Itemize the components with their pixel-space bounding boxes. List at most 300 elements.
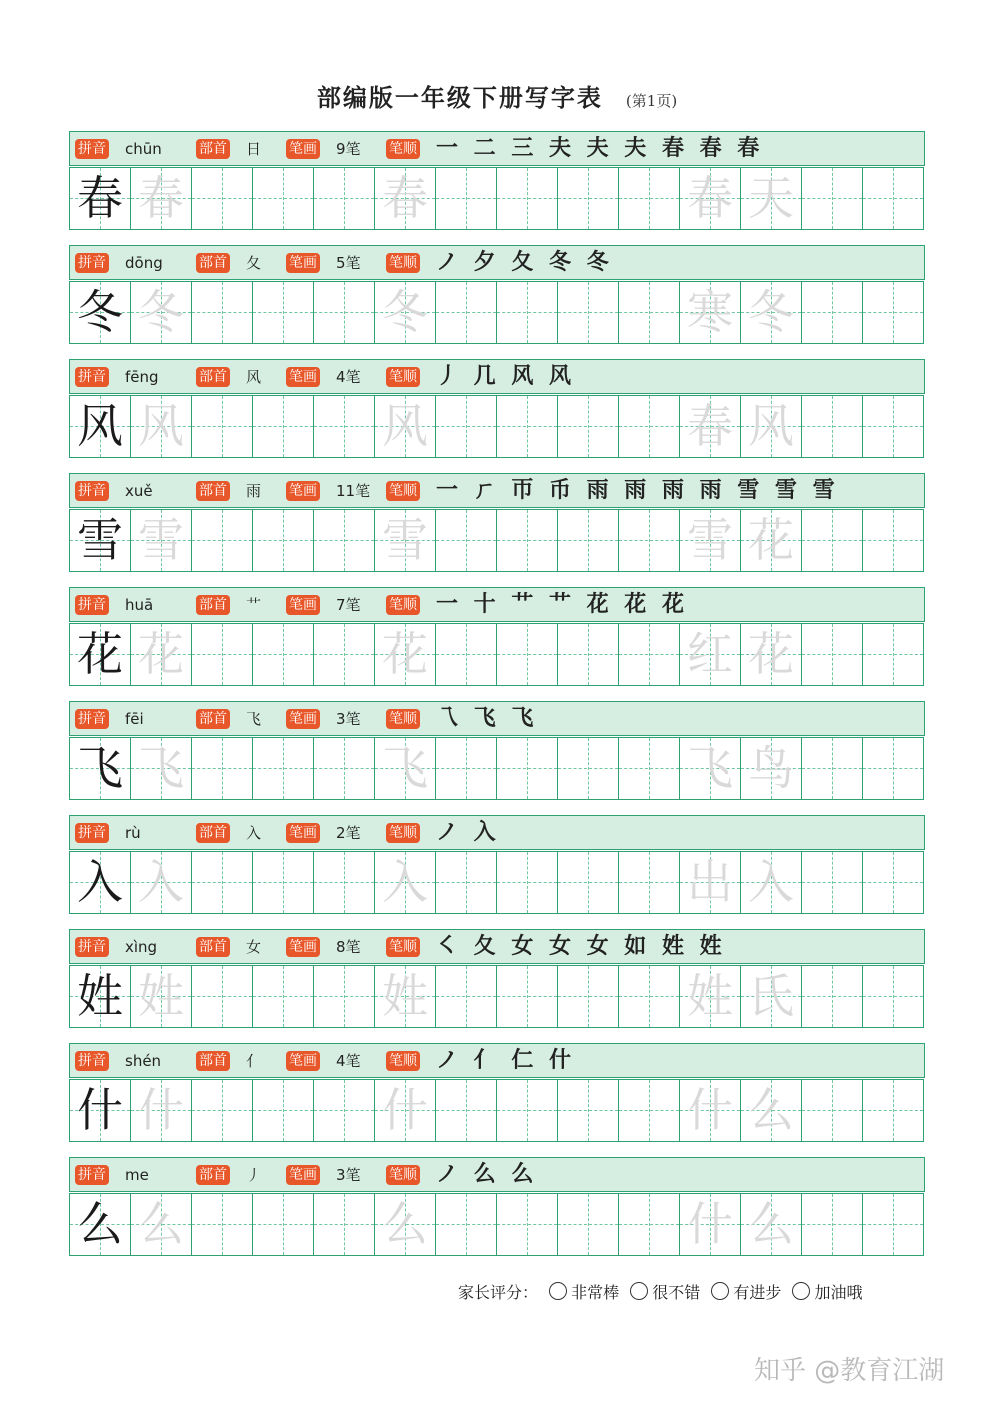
stroke-count-value: 11笔 xyxy=(336,482,371,500)
model-character: 飞 xyxy=(77,741,123,795)
grid-cell[interactable] xyxy=(70,168,131,229)
grid-cell[interactable] xyxy=(558,1194,619,1255)
grid-cell[interactable] xyxy=(680,282,741,343)
grid-cell[interactable] xyxy=(680,1194,741,1255)
grid-cell[interactable] xyxy=(558,510,619,571)
grid-cell[interactable] xyxy=(70,1194,131,1255)
grid-cell[interactable] xyxy=(131,966,192,1027)
pinyin-tag: 拼音 xyxy=(75,823,109,843)
trace-character: 飞 xyxy=(382,741,428,795)
grid-cell[interactable] xyxy=(619,1194,680,1255)
grid-cell[interactable] xyxy=(680,966,741,1027)
rating-radio-0[interactable] xyxy=(549,1282,567,1300)
stroke-count-tag: 笔画 xyxy=(286,481,320,501)
grid-cell[interactable] xyxy=(619,738,680,799)
model-character: 风 xyxy=(77,399,123,453)
stroke-count-value: 3笔 xyxy=(336,1166,361,1184)
grid-cell[interactable] xyxy=(131,738,192,799)
radical-value: 日 xyxy=(246,140,262,158)
grid-cell[interactable] xyxy=(314,966,375,1027)
grid-cell[interactable] xyxy=(192,396,253,457)
grid-cell[interactable] xyxy=(131,1080,192,1141)
grid-cell[interactable] xyxy=(680,624,741,685)
character-row xyxy=(69,929,925,1044)
grid-cell[interactable] xyxy=(375,1194,436,1255)
grid-cell[interactable] xyxy=(436,738,497,799)
trace-character: 春 xyxy=(382,171,428,225)
grid-cell[interactable] xyxy=(497,1080,558,1141)
rating-option-0: 非常棒 xyxy=(571,1283,620,1302)
grid-cell[interactable] xyxy=(802,510,863,571)
radical-value: 丿 xyxy=(246,1166,262,1184)
row-header xyxy=(69,245,925,280)
stroke-count-tag: 笔画 xyxy=(286,253,320,273)
trace-word-character: 氏 xyxy=(748,969,794,1023)
stroke-count-tag: 笔画 xyxy=(286,1165,320,1185)
grid-cell[interactable] xyxy=(802,966,863,1027)
trace-character: 姓 xyxy=(138,969,184,1023)
grid-cell[interactable] xyxy=(863,624,924,685)
trace-word-character: 什 xyxy=(687,1083,733,1137)
practice-grid xyxy=(69,509,924,572)
grid-cell[interactable] xyxy=(802,396,863,457)
grid-cell[interactable] xyxy=(680,852,741,913)
grid-cell[interactable] xyxy=(802,168,863,229)
grid-cell[interactable] xyxy=(558,1080,619,1141)
grid-cell[interactable] xyxy=(741,624,802,685)
grid-cell[interactable] xyxy=(253,168,314,229)
grid-cell[interactable] xyxy=(558,396,619,457)
stroke-count-tag: 笔画 xyxy=(286,709,320,729)
radical-tag: 部首 xyxy=(196,1165,230,1185)
practice-grid xyxy=(69,167,924,230)
grid-cell[interactable] xyxy=(497,624,558,685)
radical-tag: 部首 xyxy=(196,823,230,843)
stroke-count-tag: 笔画 xyxy=(286,367,320,387)
trace-character: 入 xyxy=(138,855,184,909)
grid-cell[interactable] xyxy=(741,1194,802,1255)
grid-cell[interactable] xyxy=(436,852,497,913)
trace-word-character: 天 xyxy=(748,171,794,225)
practice-grid xyxy=(69,965,924,1028)
stroke-count-tag: 笔画 xyxy=(286,937,320,957)
stroke-count-value: 9笔 xyxy=(336,140,361,158)
model-character: 冬 xyxy=(77,285,123,339)
pinyin-value: fēng xyxy=(125,368,159,386)
grid-cell[interactable] xyxy=(375,624,436,685)
trace-word-character: 花 xyxy=(748,513,794,567)
grid-cell[interactable] xyxy=(619,396,680,457)
trace-character: 入 xyxy=(382,855,428,909)
grid-cell[interactable] xyxy=(70,624,131,685)
pinyin-tag: 拼音 xyxy=(75,481,109,501)
grid-cell[interactable] xyxy=(70,510,131,571)
trace-character: 风 xyxy=(382,399,428,453)
trace-word-character: 冬 xyxy=(748,285,794,339)
grid-cell[interactable] xyxy=(192,282,253,343)
grid-cell[interactable] xyxy=(863,966,924,1027)
trace-word-character: 雪 xyxy=(687,513,733,567)
grid-cell[interactable] xyxy=(741,168,802,229)
character-row xyxy=(69,131,925,246)
grid-cell[interactable] xyxy=(741,738,802,799)
stroke-order-value: ノ 夕 夂 冬 冬 xyxy=(436,249,613,275)
grid-cell[interactable] xyxy=(314,624,375,685)
grid-cell[interactable] xyxy=(192,852,253,913)
stroke-count-value: 8笔 xyxy=(336,938,361,956)
grid-cell[interactable] xyxy=(497,510,558,571)
grid-cell[interactable] xyxy=(680,510,741,571)
character-row xyxy=(69,587,925,702)
grid-cell[interactable] xyxy=(802,624,863,685)
grid-cell[interactable] xyxy=(314,738,375,799)
row-header xyxy=(69,1157,925,1192)
grid-cell[interactable] xyxy=(253,282,314,343)
grid-cell[interactable] xyxy=(741,510,802,571)
grid-cell[interactable] xyxy=(314,510,375,571)
trace-word-character: 红 xyxy=(687,627,733,681)
grid-cell[interactable] xyxy=(436,1194,497,1255)
grid-cell[interactable] xyxy=(863,510,924,571)
trace-character: 姓 xyxy=(382,969,428,1023)
radical-tag: 部首 xyxy=(196,139,230,159)
grid-cell[interactable] xyxy=(497,738,558,799)
grid-cell[interactable] xyxy=(70,738,131,799)
stroke-order-tag: 笔顺 xyxy=(386,823,420,843)
grid-cell[interactable] xyxy=(131,852,192,913)
grid-cell[interactable] xyxy=(253,396,314,457)
trace-character: 么 xyxy=(382,1197,428,1251)
row-header xyxy=(69,131,925,166)
radical-value: 夂 xyxy=(246,254,262,272)
practice-grid xyxy=(69,851,924,914)
pinyin-tag: 拼音 xyxy=(75,709,109,729)
grid-cell[interactable] xyxy=(436,1080,497,1141)
grid-cell[interactable] xyxy=(131,1194,192,1255)
trace-word-character: 春 xyxy=(687,171,733,225)
grid-cell[interactable] xyxy=(558,168,619,229)
grid-cell[interactable] xyxy=(741,396,802,457)
grid-cell[interactable] xyxy=(192,738,253,799)
trace-character: 冬 xyxy=(138,285,184,339)
grid-cell[interactable] xyxy=(863,738,924,799)
grid-cell[interactable] xyxy=(192,624,253,685)
grid-cell[interactable] xyxy=(619,282,680,343)
grid-cell[interactable] xyxy=(558,852,619,913)
stroke-order-value: 一 ㄏ 帀 币 雨 雨 雨 雨 雪 雪 雪 xyxy=(436,477,839,503)
grid-cell[interactable] xyxy=(131,282,192,343)
stroke-count-value: 5笔 xyxy=(336,254,361,272)
grid-cell[interactable] xyxy=(680,396,741,457)
character-row xyxy=(69,245,925,360)
model-character: 姓 xyxy=(77,969,123,1023)
row-header xyxy=(69,1043,925,1078)
trace-character: 么 xyxy=(138,1197,184,1251)
grid-cell[interactable] xyxy=(131,510,192,571)
grid-cell[interactable] xyxy=(314,282,375,343)
grid-cell[interactable] xyxy=(802,852,863,913)
radical-value: 艹 xyxy=(246,596,262,614)
stroke-order-tag: 笔顺 xyxy=(386,937,420,957)
stroke-order-tag: 笔顺 xyxy=(386,253,420,273)
grid-cell[interactable] xyxy=(802,282,863,343)
grid-cell[interactable] xyxy=(375,738,436,799)
grid-cell[interactable] xyxy=(619,624,680,685)
character-row xyxy=(69,701,925,816)
practice-grid xyxy=(69,395,924,458)
radical-tag: 部首 xyxy=(196,937,230,957)
grid-cell[interactable] xyxy=(314,1194,375,1255)
radical-tag: 部首 xyxy=(196,709,230,729)
grid-cell[interactable] xyxy=(375,282,436,343)
stroke-order-value: 丿 几 风 风 xyxy=(436,363,575,389)
grid-cell[interactable] xyxy=(497,852,558,913)
grid-cell[interactable] xyxy=(680,1080,741,1141)
grid-cell[interactable] xyxy=(192,966,253,1027)
stroke-count-value: 7笔 xyxy=(336,596,361,614)
grid-cell[interactable] xyxy=(680,738,741,799)
pinyin-tag: 拼音 xyxy=(75,937,109,957)
grid-cell[interactable] xyxy=(497,396,558,457)
grid-cell[interactable] xyxy=(70,282,131,343)
grid-cell[interactable] xyxy=(375,1080,436,1141)
pinyin-tag: 拼音 xyxy=(75,253,109,273)
stroke-order-value: 乁 飞 飞 xyxy=(436,705,538,731)
grid-cell[interactable] xyxy=(253,966,314,1027)
grid-cell[interactable] xyxy=(558,282,619,343)
grid-cell[interactable] xyxy=(253,738,314,799)
trace-character: 什 xyxy=(382,1083,428,1137)
stroke-order-tag: 笔顺 xyxy=(386,1051,420,1071)
grid-cell[interactable] xyxy=(436,624,497,685)
pinyin-value: dōng xyxy=(125,254,163,272)
pinyin-value: me xyxy=(125,1166,149,1184)
grid-cell[interactable] xyxy=(497,168,558,229)
model-character: 花 xyxy=(77,627,123,681)
grid-cell[interactable] xyxy=(497,282,558,343)
trace-character: 什 xyxy=(138,1083,184,1137)
stroke-count-value: 4笔 xyxy=(336,1052,361,1070)
practice-grid xyxy=(69,737,924,800)
grid-cell[interactable] xyxy=(619,966,680,1027)
grid-cell[interactable] xyxy=(375,168,436,229)
stroke-order-tag: 笔顺 xyxy=(386,139,420,159)
trace-word-character: 寒 xyxy=(687,285,733,339)
trace-word-character: 么 xyxy=(748,1083,794,1137)
grid-cell[interactable] xyxy=(558,624,619,685)
trace-word-character: 什 xyxy=(687,1197,733,1251)
trace-character: 花 xyxy=(382,627,428,681)
grid-cell[interactable] xyxy=(314,396,375,457)
pinyin-value: rù xyxy=(125,824,141,842)
trace-word-character: 姓 xyxy=(687,969,733,1023)
grid-cell[interactable] xyxy=(741,852,802,913)
grid-cell[interactable] xyxy=(70,852,131,913)
grid-cell[interactable] xyxy=(863,1080,924,1141)
grid-cell[interactable] xyxy=(863,852,924,913)
trace-word-character: 入 xyxy=(748,855,794,909)
trace-character: 冬 xyxy=(382,285,428,339)
grid-cell[interactable] xyxy=(253,510,314,571)
grid-cell[interactable] xyxy=(497,1194,558,1255)
grid-cell[interactable] xyxy=(192,1194,253,1255)
radical-value: 雨 xyxy=(246,482,262,500)
radical-tag: 部首 xyxy=(196,253,230,273)
grid-cell[interactable] xyxy=(802,1194,863,1255)
trace-character: 雪 xyxy=(138,513,184,567)
title-text: 部编版一年级下册写字表 xyxy=(316,83,603,112)
trace-character: 花 xyxy=(138,627,184,681)
grid-cell[interactable] xyxy=(619,1080,680,1141)
pinyin-tag: 拼音 xyxy=(75,595,109,615)
grid-cell[interactable] xyxy=(619,168,680,229)
pinyin-value: chūn xyxy=(125,140,162,158)
character-row xyxy=(69,1157,925,1272)
page-title xyxy=(0,78,994,113)
grid-cell[interactable] xyxy=(619,510,680,571)
stroke-count-value: 3笔 xyxy=(336,710,361,728)
radical-value: 亻 xyxy=(246,1052,262,1070)
grid-cell[interactable] xyxy=(375,966,436,1027)
stroke-order-value: 一 二 三 夫 夫 夫 春 春 春 xyxy=(436,135,764,161)
grid-cell[interactable] xyxy=(192,1080,253,1141)
model-character: 么 xyxy=(77,1197,123,1251)
grid-cell[interactable] xyxy=(680,168,741,229)
rating-radio-1[interactable] xyxy=(630,1282,648,1300)
grid-cell[interactable] xyxy=(131,396,192,457)
row-header xyxy=(69,815,925,850)
model-character: 入 xyxy=(77,855,123,909)
trace-word-character: 飞 xyxy=(687,741,733,795)
radical-tag: 部首 xyxy=(196,367,230,387)
pinyin-tag: 拼音 xyxy=(75,139,109,159)
pinyin-value: shén xyxy=(125,1052,162,1070)
stroke-order-value: ノ 亻 仁 什 xyxy=(436,1047,575,1073)
radical-value: 入 xyxy=(246,824,262,842)
grid-cell[interactable] xyxy=(863,168,924,229)
radical-value: 女 xyxy=(246,938,262,956)
grid-cell[interactable] xyxy=(253,852,314,913)
trace-word-character: 风 xyxy=(748,399,794,453)
watermark: 知乎 @教育江湖 xyxy=(754,1356,945,1386)
stroke-order-tag: 笔顺 xyxy=(386,709,420,729)
row-header xyxy=(69,473,925,508)
radical-tag: 部首 xyxy=(196,1051,230,1071)
pinyin-tag: 拼音 xyxy=(75,1051,109,1071)
grid-cell[interactable] xyxy=(253,1194,314,1255)
grid-cell[interactable] xyxy=(558,738,619,799)
grid-cell[interactable] xyxy=(436,168,497,229)
pinyin-value: xìng xyxy=(125,938,158,956)
grid-cell[interactable] xyxy=(802,738,863,799)
trace-word-character: 出 xyxy=(687,855,733,909)
trace-character: 风 xyxy=(138,399,184,453)
grid-cell[interactable] xyxy=(131,168,192,229)
trace-character: 雪 xyxy=(382,513,428,567)
grid-cell[interactable] xyxy=(375,396,436,457)
grid-cell[interactable] xyxy=(314,852,375,913)
grid-cell[interactable] xyxy=(619,852,680,913)
model-character: 春 xyxy=(77,171,123,225)
grid-cell[interactable] xyxy=(192,510,253,571)
grid-cell[interactable] xyxy=(192,168,253,229)
rating-label: 家长评分： xyxy=(458,1283,539,1302)
rating-radio-3[interactable] xyxy=(792,1282,810,1300)
row-header xyxy=(69,701,925,736)
stroke-count-tag: 笔画 xyxy=(286,1051,320,1071)
stroke-order-value: ノ 入 xyxy=(436,819,500,845)
radical-value: 飞 xyxy=(246,710,262,728)
pinyin-value: huā xyxy=(125,596,154,614)
grid-cell[interactable] xyxy=(558,966,619,1027)
radical-tag: 部首 xyxy=(196,595,230,615)
grid-cell[interactable] xyxy=(741,282,802,343)
stroke-count-value: 2笔 xyxy=(336,824,361,842)
grid-cell[interactable] xyxy=(253,624,314,685)
grid-cell[interactable] xyxy=(375,510,436,571)
pinyin-value: fēi xyxy=(125,710,144,728)
rating-radio-2[interactable] xyxy=(711,1282,729,1300)
rating-option-3: 加油哦 xyxy=(814,1283,863,1302)
grid-cell[interactable] xyxy=(436,396,497,457)
trace-word-character: 鸟 xyxy=(748,741,794,795)
trace-word-character: 么 xyxy=(748,1197,794,1251)
grid-cell[interactable] xyxy=(863,396,924,457)
pinyin-tag: 拼音 xyxy=(75,367,109,387)
character-row xyxy=(69,1043,925,1158)
practice-grid xyxy=(69,1193,924,1256)
stroke-order-tag: 笔顺 xyxy=(386,367,420,387)
grid-cell[interactable] xyxy=(314,168,375,229)
grid-cell[interactable] xyxy=(253,1080,314,1141)
grid-cell[interactable] xyxy=(70,1080,131,1141)
stroke-order-tag: 笔顺 xyxy=(386,595,420,615)
character-row xyxy=(69,815,925,930)
grid-cell[interactable] xyxy=(436,510,497,571)
grid-cell[interactable] xyxy=(863,1194,924,1255)
practice-grid xyxy=(69,1079,924,1142)
grid-cell[interactable] xyxy=(70,966,131,1027)
grid-cell[interactable] xyxy=(497,966,558,1027)
stroke-count-tag: 笔画 xyxy=(286,823,320,843)
row-header xyxy=(69,587,925,622)
grid-cell[interactable] xyxy=(131,624,192,685)
grid-cell[interactable] xyxy=(436,282,497,343)
stroke-order-value: ㇛ 夂 女 女 女 如 姓 姓 xyxy=(436,933,726,959)
character-row xyxy=(69,359,925,474)
trace-character: 飞 xyxy=(138,741,184,795)
grid-cell[interactable] xyxy=(741,966,802,1027)
model-character: 雪 xyxy=(77,513,123,567)
rating-option-1: 很不错 xyxy=(652,1283,701,1302)
row-header xyxy=(69,929,925,964)
row-header xyxy=(69,359,925,394)
trace-word-character: 春 xyxy=(687,399,733,453)
grid-cell[interactable] xyxy=(70,396,131,457)
stroke-order-value: ノ 么 么 xyxy=(436,1161,538,1187)
model-character: 什 xyxy=(77,1083,123,1137)
grid-cell[interactable] xyxy=(436,966,497,1027)
rating-option-2: 有进步 xyxy=(733,1283,782,1302)
grid-cell[interactable] xyxy=(802,1080,863,1141)
grid-cell[interactable] xyxy=(375,852,436,913)
grid-cell[interactable] xyxy=(863,282,924,343)
stroke-count-tag: 笔画 xyxy=(286,139,320,159)
grid-cell[interactable] xyxy=(741,1080,802,1141)
grid-cell[interactable] xyxy=(314,1080,375,1141)
pinyin-tag: 拼音 xyxy=(75,1165,109,1185)
stroke-order-tag: 笔顺 xyxy=(386,481,420,501)
